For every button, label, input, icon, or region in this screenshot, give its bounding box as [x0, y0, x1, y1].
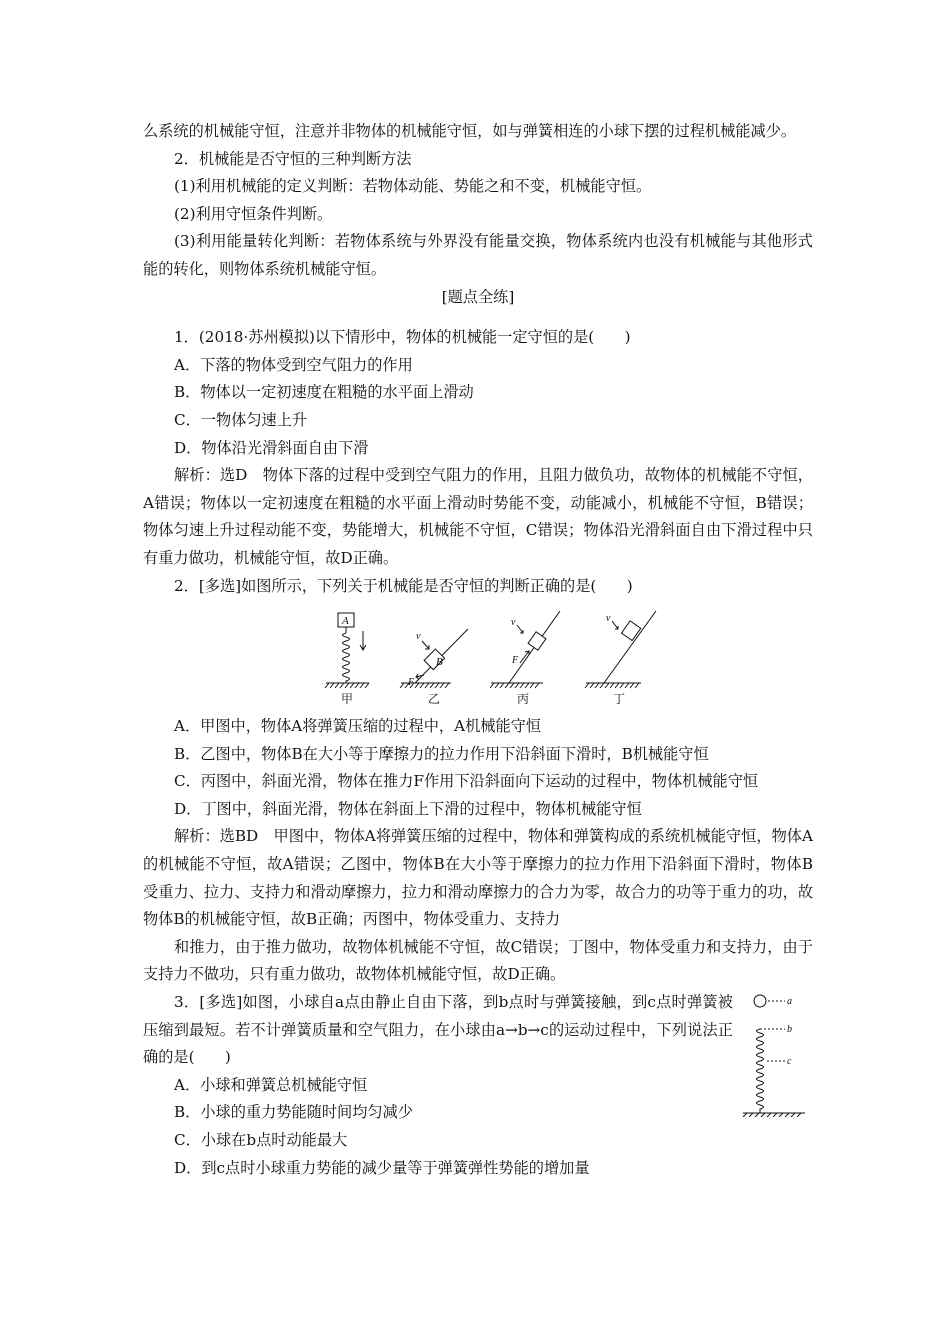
q1-analysis: 解析：选D 物体下落的过程中受到空气阻力的作用，且阻力做负功，故物体的机械能不守恒，A错误；物体以一定初速度在粗糙的水平面上滑动时势能不变，动能减小，机械能不守恒，B错误；物体匀速上升过程动能不变，势能增大，机械能不守恒，C错误；物体沿光滑斜面自由下滑过程中只有重力做功，机械能守恒，故D正确。: [143, 466, 813, 567]
velocity-arrow-icon: [422, 641, 429, 649]
label-v-yi: v: [416, 631, 421, 643]
q2-analysis: 解析：选BD 甲图中，物体A将弹簧压缩的过程中，物体和弹簧构成的系统机械能守恒，物体A的机械能不守恒，故A错误；乙图中，物体B在大小等于摩擦力的拉力作用下沿斜面下滑时，物体B受重力、拉力、支持力和滑动摩擦力，拉力和滑动摩擦力的合力为零，故合力的功等于重力的功，故物体B的机械能守恒，故B正确；丙图中，物体受重力、支持力: [143, 827, 813, 929]
q1-option-c: C．一物体匀速上升: [174, 410, 308, 429]
q1-option-b: B．物体以一定初速度在粗糙的水平面上滑动: [174, 383, 474, 402]
velocity-arrow-bing-icon: [517, 625, 523, 633]
velocity-arrow-ding-icon: [612, 621, 618, 629]
label-a-point: a: [787, 996, 792, 1008]
label-f-bing: F: [512, 655, 519, 667]
label-v-ding: v: [606, 613, 611, 625]
q2-option-b: B．乙图中，物体B在大小等于摩擦力的拉力作用下沿斜面下滑时，B机械能守恒: [174, 744, 709, 763]
q2-option-d: D．丁图中，斜面光滑，物体在斜面上下滑的过程中，物体机械能守恒: [174, 799, 642, 818]
hatch-jia: [325, 683, 369, 688]
q3-option-c: C．小球在b点时动能最大: [174, 1131, 348, 1149]
q1-option-d: D．物体沿光滑斜面自由下滑: [174, 438, 369, 457]
spring-q3: [757, 1029, 764, 1113]
q3-option-b: B．小球的重力势能随时间均匀减少: [174, 1103, 413, 1122]
hatch-bing: [490, 683, 539, 688]
q2-figure: [143, 603, 813, 709]
label-jia: 甲: [341, 692, 354, 707]
q2-option-a: A．甲图中，物体A将弹簧压缩的过程中，A机械能守恒: [174, 717, 542, 736]
q3-option-d: D．到c点时小球重力势能的减少量等于弹簧弹性势能的增加量: [174, 1158, 590, 1177]
document-body: [143, 118, 813, 1182]
arrow-down-icon: [360, 631, 366, 650]
q3-figure: [741, 993, 813, 1117]
label-a: A: [342, 615, 349, 628]
q3-option-a: A．小球和弹簧总机械能守恒: [174, 1075, 368, 1094]
method-2: (2)利用守恒条件判断。: [174, 204, 333, 223]
section-title: [题点全练]: [441, 287, 515, 306]
label-yi: 乙: [428, 692, 441, 707]
method-heading: 2．机械能是否守恒的三种判断方法: [174, 149, 412, 168]
q3-stem: 3．[多选]如图，小球自a点由静止自由下落，到b点时与弹簧接触，到c点时弹簧被压缩到最短。若不计弹簧质量和空气阻力，在小球由a→b→c的运动过程中，下列说法正确的是( ): [143, 993, 733, 1067]
label-f-yi: F: [408, 677, 415, 689]
label-b-point: b: [787, 1024, 792, 1036]
figure-jia: [325, 613, 369, 706]
block-ding: [621, 621, 640, 641]
figure-yi: [400, 629, 468, 706]
spring-jia: [343, 627, 350, 683]
q2-stem: 2．[多选]如图所示，下列关于机械能是否守恒的判断正确的是( ): [174, 576, 633, 595]
q1-option-a: A．下落的物体受到空气阻力的作用: [174, 355, 413, 374]
q3-block: [143, 989, 813, 1182]
q2-analysis-continued: 和推力，由于推力做功，故物体机械能不守恒，故C错误；丁图中，物体受重力和支持力，由于支持力不做功，只有重力做功，故物体机械能守恒，故D正确。: [143, 937, 813, 984]
figure-ding: [585, 611, 656, 706]
label-ding: 丁: [613, 692, 626, 707]
intro-paragraph: 么系统的机械能守恒，注意并非物体的机械能守恒，如与弹簧相连的小球下摆的过程机械能减少。: [143, 122, 797, 140]
figure-bing: [490, 611, 560, 706]
method-1: (1)利用机械能的定义判断：若物体动能、势能之和不变，机械能守恒。: [174, 177, 652, 196]
q2-figure-svg: [323, 603, 663, 709]
ball-icon: [754, 995, 766, 1007]
label-c-point: c: [787, 1056, 792, 1068]
q2-option-c: C．丙图中，斜面光滑，物体在推力F作用下沿斜面向下运动的过程中，物体机械能守恒: [174, 772, 759, 791]
label-bing: 丙: [517, 692, 530, 707]
hatch-q3: [743, 1113, 801, 1117]
q1-stem: 1．(2018·苏州模拟)以下情形中，物体的机械能一定守恒的是( ): [174, 328, 631, 347]
method-3: (3)利用能量转化判断：若物体系统与外界没有能量交换，物体系统内也没有机械能与其他形式能的转化，则物体系统机械能守恒。: [143, 232, 813, 278]
label-b: B: [436, 656, 443, 669]
label-v-bing: v: [511, 617, 516, 629]
hatch-ding: [585, 683, 639, 688]
